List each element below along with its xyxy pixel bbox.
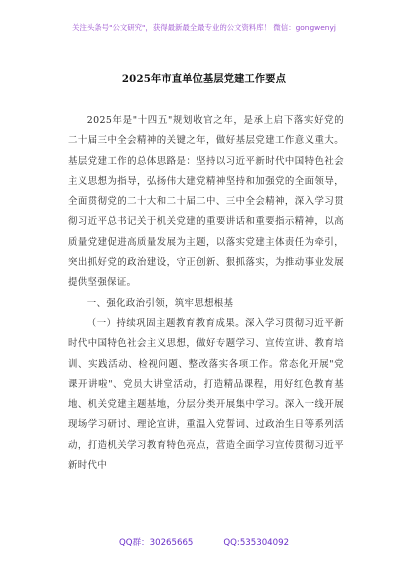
paragraph-section-1-1: （一）持续巩固主题教育教育成果。深入学习贯彻习近平新时代中国特色社会主义思想，做好专题学习、宣传宣讲、教育培训、实践活动、检视问题、整改落实各项工作。常态化开展"党课开讲啦"、党员大讲堂活动，打造精品课程，用好红色教育基地、机关党建主题基地，分层分类开展集中学习。深入一线开展现场学习研讨、理论宣讲，重温入党誓词、过政治生日等系列活动，打造机关学习教育特色亮点，营造全面学习宣传贯彻习近平新时代中 — [68, 317, 344, 472]
section-heading-1: 一、强化政治引领，筑牢思想根基 — [86, 297, 234, 309]
paragraph-intro: 2025年是"十四五"规划收官之年，是承上启下落实好党的二十届三中全会精神的关键之年，做好基层党建工作意义重大。基层党建工作的总体思路是：坚持以习近平新时代中国特色社会主义思想为指导，弘扬伟大建党精神坚持和加强党的全面领导，全面贯彻党的二十大和二十届二中、三中全会精神，深入学习贯彻习近平总书记关于机关党建的重要讲话和重要指示精神，以高质量党建促进高质量发展为主题，以落实党建主体责任为牵引，突出抓好党的政治建设，守正创新、狠抓落实，为推动事业发展提供坚强保证。 — [68, 115, 344, 289]
document-body — [68, 111, 344, 476]
footer-contact — [0, 536, 408, 548]
footer-qq-number: QQ:535304092 — [223, 538, 290, 548]
footer-qq-group: QQ群：30265665 — [118, 538, 194, 548]
document-title: 2025年市直单位基层党建工作要点 — [121, 73, 287, 85]
header-promo-note: 关注头条号"公文研究"，获得最新最全最专业的公文资料库！ 微信：gongwenyj — [72, 23, 336, 32]
